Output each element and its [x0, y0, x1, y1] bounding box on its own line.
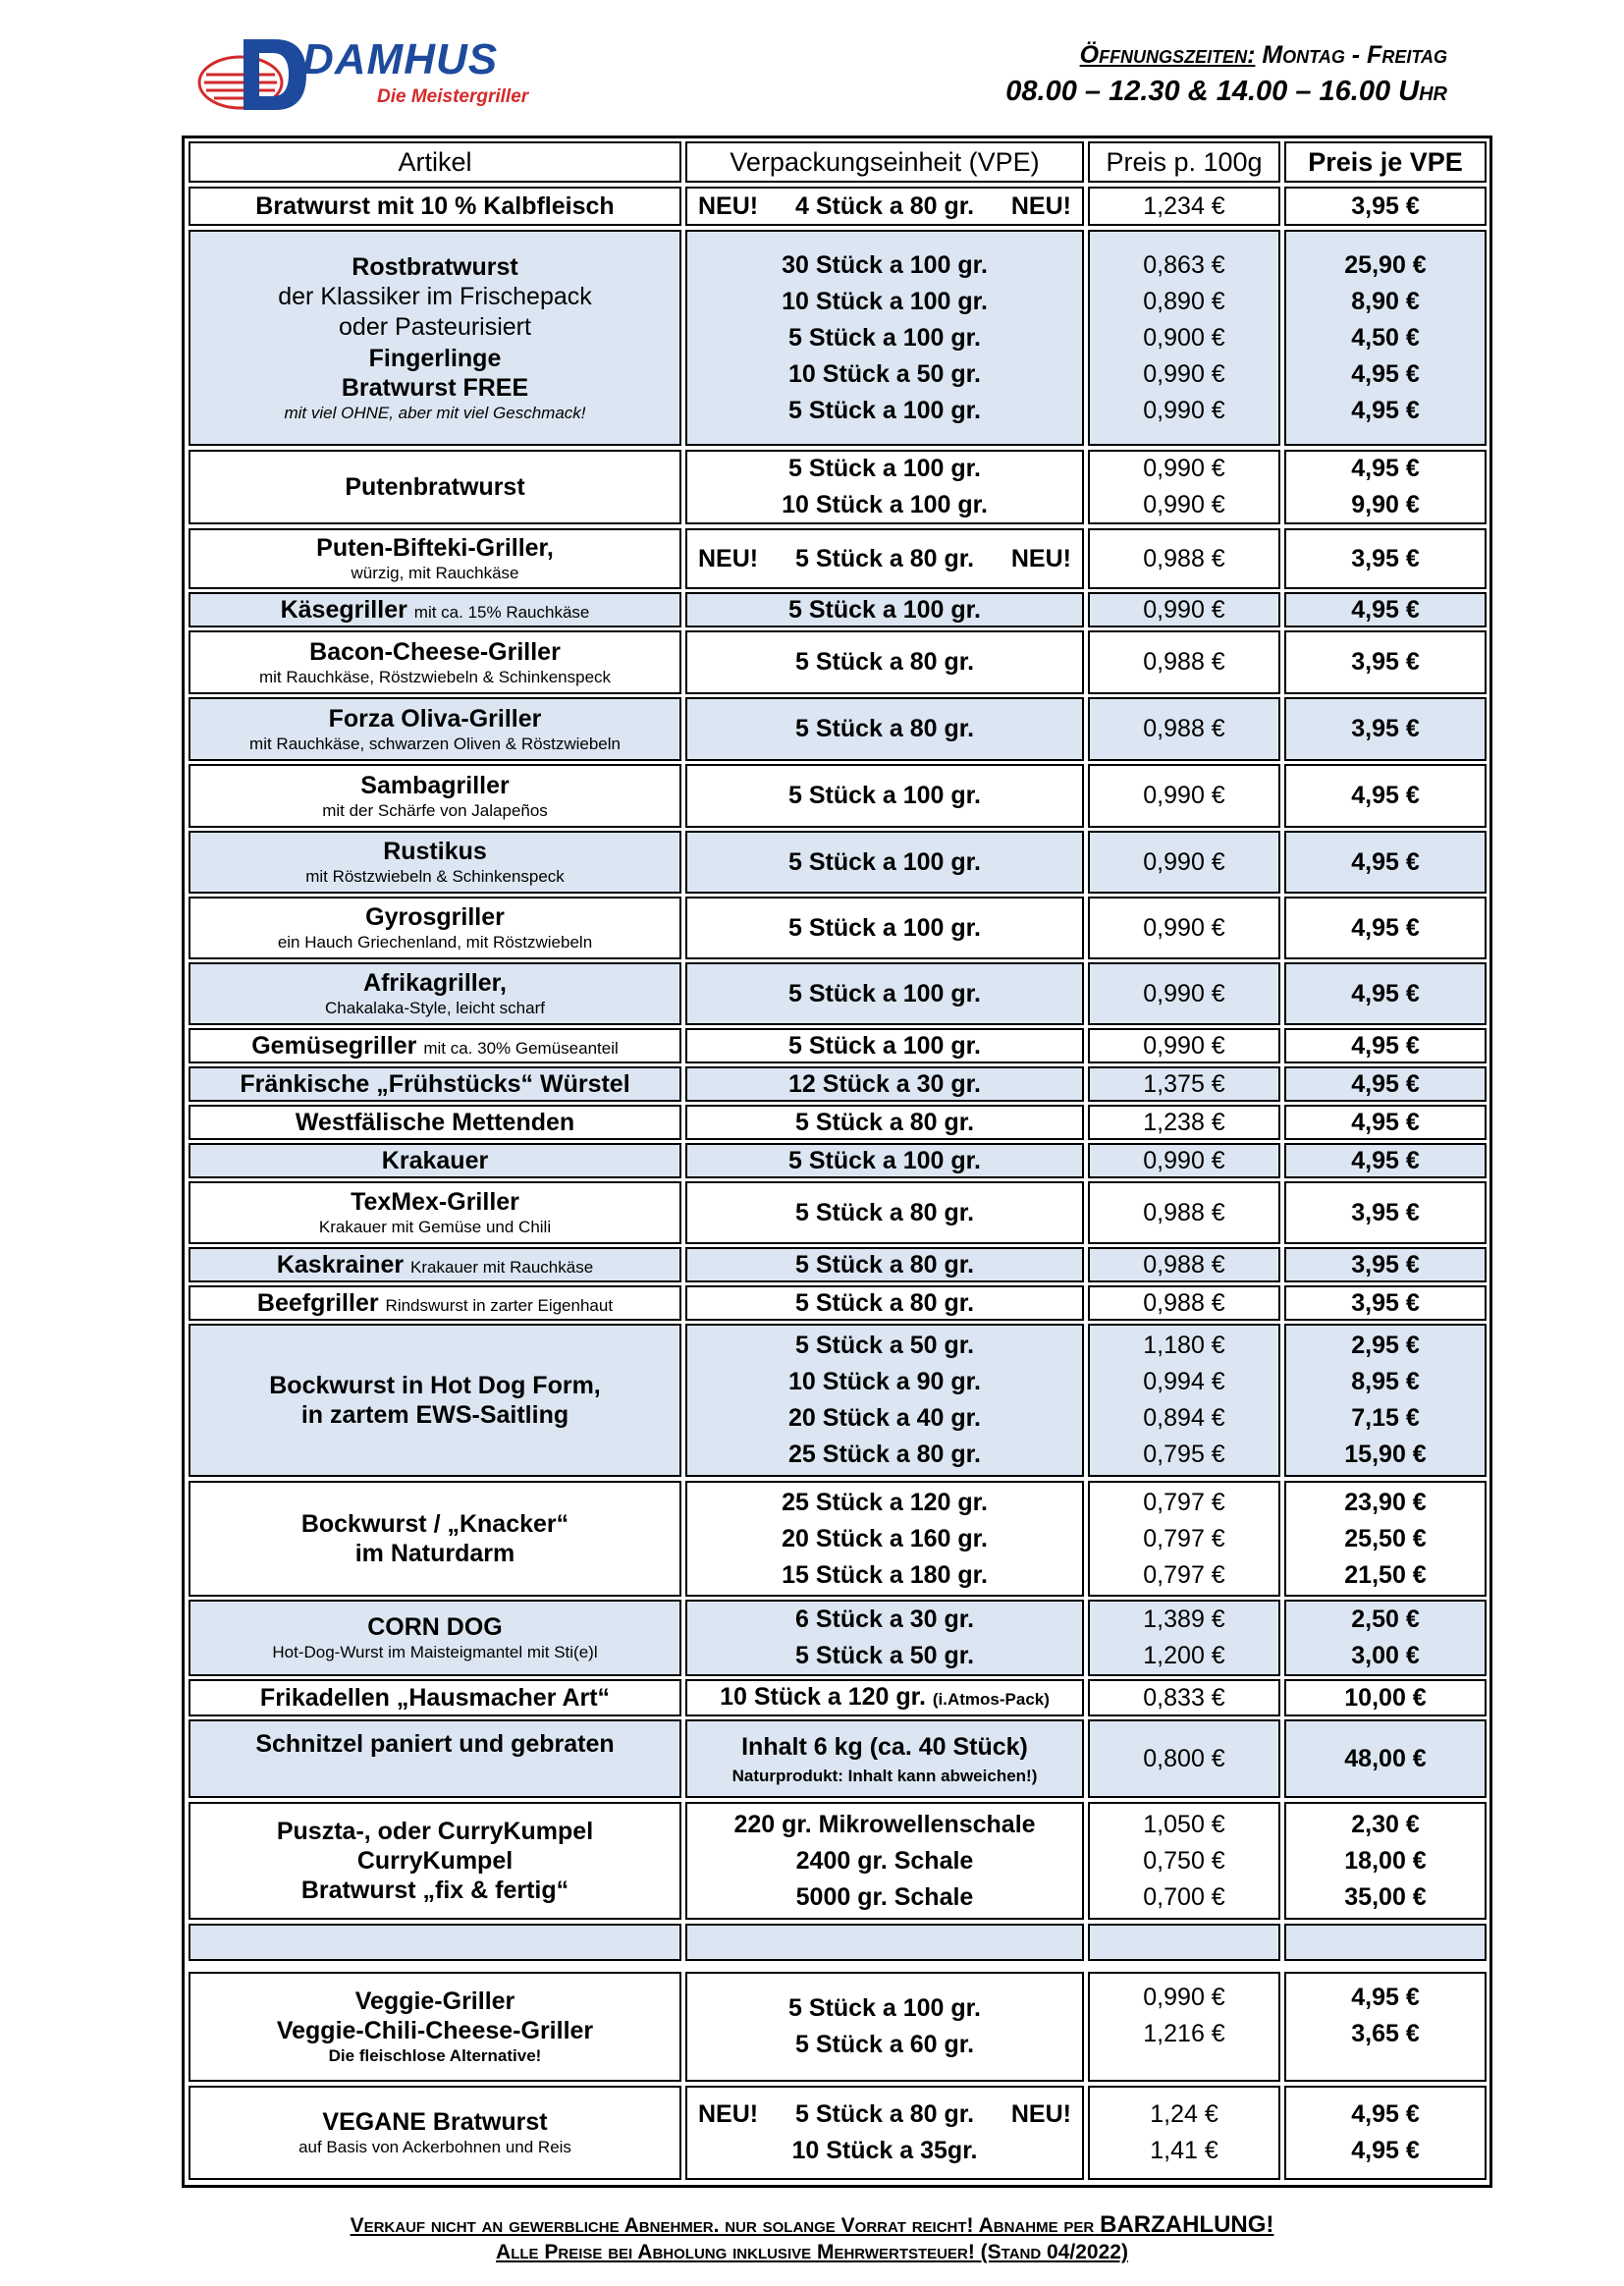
price-per-vpe: 3,65 € — [1351, 2020, 1420, 2047]
opening-hours — [1005, 41, 1447, 108]
product-name: TexMex-Griller — [351, 1188, 519, 1217]
product-name: Forza Oliva-Griller — [328, 704, 542, 733]
price-per-100g: 1,180 € — [1143, 1332, 1225, 1359]
price-per-100g: 0,990 € — [1143, 1984, 1225, 2011]
vpe-note: Naturprodukt: Inhalt kann abweichen!) — [731, 1767, 1038, 1786]
price-per-vpe: 4,95 € — [1351, 979, 1420, 1007]
price-per-vpe: 3,95 € — [1351, 191, 1420, 220]
price-per-vpe: 2,30 € — [1351, 1810, 1420, 1838]
neu-badge: NEU! — [1010, 2100, 1071, 2128]
product-name: Frikadellen „Hausmacher Art“ — [259, 1684, 611, 1712]
price-per-100g: 0,988 € — [1143, 1250, 1225, 1279]
price-per-vpe: 48,00 € — [1344, 1744, 1427, 1772]
product-name: VEGANE Bratwurst — [322, 2108, 548, 2137]
product-sub: Chakalaka-Style, leicht scharf — [325, 999, 545, 1018]
price-per-100g: 1,238 € — [1143, 1108, 1225, 1136]
neu-badge: NEU! — [698, 2100, 759, 2128]
product-name: Bratwurst „fix & fertig“ — [300, 1877, 569, 1904]
product-sub: Krakauer mit Rauchkäse — [410, 1258, 594, 1277]
product-sub: Krakauer mit Gemüse und Chili — [318, 1218, 552, 1237]
price-per-100g: 0,988 € — [1143, 1288, 1225, 1317]
product-name: Afrikagriller, — [363, 969, 507, 998]
vpe-line: 10 Stück a 35gr. — [791, 2137, 978, 2164]
hours-days: Montag - Freitag — [1262, 41, 1447, 69]
table-row — [189, 1143, 1487, 1178]
table-row — [189, 1285, 1487, 1321]
price-per-vpe: 4,95 € — [1351, 782, 1420, 809]
vpe-line: NEU! 5 Stück a 80 gr. NEU! — [698, 2096, 1071, 2133]
price-per-100g: 0,990 € — [1143, 491, 1225, 518]
damhus-logo — [196, 35, 560, 124]
table-row — [189, 592, 1487, 627]
product-name: Kaskrainer — [276, 1251, 405, 1279]
vpe-line: 30 Stück a 100 gr. — [782, 250, 988, 279]
price-per-100g: 0,797 € — [1143, 1488, 1225, 1516]
price-per-100g: 1,41 € — [1150, 2137, 1218, 2164]
hours-label: Öffnungszeiten: — [1079, 41, 1256, 69]
price-per-vpe: 4,95 € — [1351, 396, 1420, 424]
vpe-line: 10 Stück a 100 gr. — [782, 491, 988, 518]
vpe-line: 20 Stück a 40 gr. — [788, 1404, 981, 1432]
price-per-100g: 0,990 € — [1143, 913, 1225, 942]
price-per-vpe: 7,15 € — [1351, 1404, 1420, 1432]
product-desc: der Klassiker im Frischepack — [278, 283, 592, 311]
table-row — [189, 1247, 1487, 1282]
table-row — [189, 187, 1487, 226]
column-header-price-vpe: Preis je VPE — [1284, 141, 1487, 183]
product-name: Käsegriller — [280, 596, 407, 624]
price-per-100g: 0,800 € — [1143, 1744, 1225, 1772]
vpe-line: 5 Stück a 80 gr. — [794, 1288, 975, 1317]
price-per-vpe: 4,95 € — [1351, 913, 1420, 942]
table-row — [189, 831, 1487, 894]
product-name: in zartem EWS-Saitling — [300, 1401, 569, 1429]
logo-d-icon — [196, 35, 314, 114]
vpe-line: 5 Stück a 80 gr. — [794, 715, 975, 742]
product-name: Gyrosgriller — [365, 903, 505, 932]
price-per-vpe: 18,00 € — [1344, 1846, 1427, 1875]
price-per-100g: 0,988 € — [1143, 544, 1225, 572]
price-per-100g: 0,990 € — [1143, 595, 1225, 624]
price-per-vpe: 4,95 € — [1351, 1984, 1420, 2011]
product-name: Rustikus — [383, 838, 487, 866]
price-per-100g: 0,988 € — [1143, 648, 1225, 676]
column-header-vpe: Verpackungseinheit (VPE) — [685, 141, 1084, 183]
price-per-vpe: 4,95 € — [1351, 1108, 1420, 1136]
price-per-vpe: 4,95 € — [1351, 847, 1420, 876]
brand-tagline: Die Meistergriller — [377, 86, 529, 107]
hours-times: 08.00 – 12.30 & 14.00 – 16.00 Uhr — [1005, 76, 1447, 107]
footer-line-1: Verkauf nicht an gewerbliche Abnehmer. nur solange Vorrat reicht! Abnahme per — [350, 2214, 1095, 2237]
table-row — [189, 1028, 1487, 1063]
product-name: Rostbratwurst — [352, 253, 518, 282]
product-name: CORN DOG — [367, 1613, 503, 1642]
vpe-line: 5 Stück a 80 gr. — [794, 1198, 975, 1226]
price-per-vpe: 3,95 € — [1351, 648, 1420, 676]
price-per-vpe: 4,50 € — [1351, 323, 1420, 352]
price-per-100g: 0,890 € — [1143, 287, 1225, 315]
table-row — [189, 764, 1487, 828]
vpe-line: Inhalt 6 kg (ca. 40 Stück) — [741, 1733, 1028, 1762]
product-sub: mit ca. 15% Rauchkäse — [413, 603, 590, 622]
product-name: Bratwurst mit 10 % Kalbfleisch — [255, 192, 615, 220]
vpe-line: 12 Stück a 30 gr. — [788, 1069, 981, 1098]
price-per-vpe: 4,95 € — [1351, 359, 1420, 388]
price-per-vpe: 35,00 € — [1344, 1882, 1427, 1911]
price-per-100g: 0,700 € — [1143, 1882, 1225, 1911]
price-per-vpe: 3,95 € — [1351, 544, 1420, 572]
price-per-100g: 0,990 € — [1143, 396, 1225, 424]
neu-badge: NEU! — [1010, 191, 1071, 220]
price-per-vpe: 4,95 € — [1351, 595, 1420, 624]
table-row — [189, 1679, 1487, 1716]
vpe-note: (i.Atmos-Pack) — [932, 1689, 1050, 1709]
vpe-line: 5 Stück a 100 gr. — [788, 979, 981, 1007]
price-per-100g: 0,894 € — [1143, 1404, 1225, 1432]
price-per-vpe: 4,95 € — [1351, 455, 1420, 482]
vpe-line: 5 Stück a 80 gr. — [794, 1108, 975, 1136]
price-per-100g: 0,750 € — [1143, 1846, 1225, 1875]
table-header-row — [189, 141, 1487, 183]
price-per-vpe: 9,90 € — [1351, 491, 1420, 518]
vpe-line: 15 Stück a 180 gr. — [782, 1560, 988, 1589]
vpe-line: 5 Stück a 50 gr. — [794, 1642, 975, 1669]
vpe-line: 5 Stück a 100 gr. — [788, 1994, 981, 2022]
price-per-100g: 0,900 € — [1143, 323, 1225, 352]
column-header-price-100g: Preis p. 100g — [1088, 141, 1280, 183]
product-cell — [189, 230, 681, 446]
table-row — [189, 1481, 1487, 1597]
price-per-100g: 1,050 € — [1143, 1810, 1225, 1838]
price-per-100g: 0,988 € — [1143, 715, 1225, 742]
product-name: Veggie-Griller — [354, 1987, 515, 2015]
price-per-100g: 0,990 € — [1143, 979, 1225, 1007]
product-name: Westfälische Mettenden — [295, 1109, 575, 1136]
price-per-vpe: 21,50 € — [1344, 1560, 1427, 1589]
table-row — [189, 630, 1487, 694]
vpe-line: 5 Stück a 100 gr. — [788, 396, 981, 424]
brand-name: DAMHUS — [302, 35, 499, 83]
product-name: Bratwurst FREE — [341, 373, 529, 402]
table-row — [189, 1972, 1487, 2082]
price-per-100g: 0,797 € — [1143, 1524, 1225, 1552]
vpe-line: 10 Stück a 50 gr. — [788, 359, 981, 388]
neu-badge: NEU! — [698, 191, 759, 220]
vpe-line: 220 gr. Mikrowellenschale — [733, 1810, 1036, 1838]
product-sub: mit Rauchkäse, schwarzen Oliven & Röstzwiebeln — [249, 734, 621, 753]
product-sub: würzig, mit Rauchkäse — [351, 564, 519, 583]
footer-vat-notice: Alle Preise bei Abholung inklusive Mehrwertsteuer! (Stand 04/2022) — [496, 2241, 1128, 2263]
price-per-100g: 0,990 € — [1143, 455, 1225, 482]
vpe-line: 25 Stück a 80 gr. — [788, 1441, 981, 1468]
price-per-100g: 0,795 € — [1143, 1441, 1225, 1468]
neu-badge: NEU! — [698, 544, 759, 572]
price-per-100g: 0,833 € — [1143, 1683, 1225, 1712]
vpe-line: 5000 gr. Schale — [795, 1882, 974, 1911]
product-sub: mit Rauchkäse, Röstzwiebeln & Schinkenspeck — [258, 667, 612, 686]
price-per-100g: 1,375 € — [1143, 1069, 1225, 1098]
table-row — [189, 1600, 1487, 1676]
product-name: Puszta-, oder CurryKumpel — [276, 1818, 594, 1845]
price-per-vpe: 10,00 € — [1344, 1683, 1427, 1712]
product-sub: mit Röstzwiebeln & Schinkenspeck — [305, 867, 565, 887]
vpe-line: NEU! 5 Stück a 80 gr. NEU! — [698, 541, 1071, 577]
product-name: Bockwurst / „Knacker“ — [300, 1510, 569, 1538]
table-row — [189, 1105, 1487, 1140]
price-per-vpe: 8,95 € — [1351, 1368, 1420, 1395]
product-name: Krakauer — [381, 1147, 489, 1174]
vpe-line: 5 Stück a 60 gr. — [794, 2031, 975, 2058]
vpe-line: 2400 gr. Schale — [795, 1846, 974, 1875]
table-row-empty — [189, 1924, 1487, 1961]
vpe-line: 10 Stück a 120 gr. — [720, 1682, 926, 1711]
price-per-vpe: 4,95 € — [1351, 1146, 1420, 1174]
vpe-line: 5 Stück a 100 gr. — [788, 847, 981, 876]
price-per-vpe: 4,95 € — [1351, 1069, 1420, 1098]
price-per-vpe: 23,90 € — [1344, 1488, 1427, 1516]
product-name: Beefgriller — [256, 1289, 379, 1317]
product-sub: ein Hauch Griechenland, mit Röstzwiebeln — [277, 933, 593, 952]
vpe-line: 5 Stück a 80 gr. — [794, 648, 975, 676]
product-name: im Naturdarm — [354, 1540, 515, 1567]
product-sub: auf Basis von Ackerbohnen und Reis — [298, 2138, 571, 2157]
vpe-line: 5 Stück a 100 gr. — [788, 913, 981, 942]
product-name: Gemüsegriller — [251, 1032, 417, 1060]
price-per-vpe: 2,50 € — [1351, 1606, 1420, 1633]
column-header-artikel: Artikel — [189, 141, 681, 183]
price-per-100g: 1,234 € — [1143, 191, 1225, 220]
price-per-vpe: 15,90 € — [1344, 1441, 1427, 1468]
product-name: Fingerlinge — [368, 344, 502, 372]
table-row — [189, 1181, 1487, 1244]
product-sub: mit ca. 30% Gemüseanteil — [423, 1039, 619, 1058]
table-row — [189, 1802, 1487, 1920]
price-per-100g: 0,863 € — [1143, 250, 1225, 279]
footer-cash-only: BARZAHLUNG! — [1100, 2211, 1274, 2238]
table-row — [189, 697, 1487, 761]
page-header — [0, 0, 1624, 133]
product-sub: Hot-Dog-Wurst im Maisteigmantel mit Sti(e)l — [272, 1643, 598, 1662]
product-name: CurryKumpel — [356, 1847, 514, 1875]
table-row — [189, 1324, 1487, 1477]
vpe-line: 5 Stück a 100 gr. — [788, 1031, 981, 1060]
price-per-vpe: 3,95 € — [1351, 715, 1420, 742]
vpe-line: 5 Stück a 80 gr. — [794, 1250, 975, 1279]
price-per-vpe: 25,50 € — [1344, 1524, 1427, 1552]
price-per-100g: 0,994 € — [1143, 1368, 1225, 1395]
product-name: Sambagriller — [360, 771, 510, 799]
price-per-100g: 1,389 € — [1143, 1606, 1225, 1633]
table-row — [189, 897, 1487, 959]
price-per-100g: 1,24 € — [1150, 2100, 1218, 2128]
price-per-100g: 1,200 € — [1143, 1642, 1225, 1669]
product-name: Fränkische „Frühstücks“ Würstel — [240, 1070, 630, 1098]
price-per-vpe: 3,00 € — [1351, 1642, 1420, 1669]
table-row — [189, 2086, 1487, 2180]
price-per-vpe: 3,95 € — [1351, 1250, 1420, 1279]
price-per-vpe: 4,95 € — [1351, 2100, 1420, 2128]
price-per-vpe: 25,90 € — [1344, 250, 1427, 279]
vpe-line: 5 Stück a 100 gr. — [788, 455, 981, 482]
price-per-100g: 0,988 € — [1143, 1198, 1225, 1226]
price-per-100g: 0,990 € — [1143, 847, 1225, 876]
product-sub: Rindswurst in zarter Eigenhaut — [385, 1296, 614, 1315]
product-name: Bacon-Cheese-Griller — [309, 637, 561, 666]
vpe-line: 6 Stück a 30 gr. — [794, 1606, 975, 1633]
product-name: Puten-Bifteki-Griller, — [316, 534, 554, 563]
price-per-vpe: 8,90 € — [1351, 287, 1420, 315]
footer-notice — [0, 2211, 1624, 2239]
vpe-line: 20 Stück a 160 gr. — [782, 1524, 988, 1552]
price-per-vpe: 3,95 € — [1351, 1288, 1420, 1317]
price-per-vpe: 2,95 € — [1351, 1332, 1420, 1359]
table-row — [189, 528, 1487, 589]
vpe-line: 5 Stück a 100 gr. — [788, 595, 981, 624]
vpe-line: 5 Stück a 100 gr. — [788, 1146, 981, 1174]
price-per-vpe: 4,95 € — [1351, 2137, 1420, 2164]
product-note: Die fleischlose Alternative! — [328, 2045, 542, 2065]
neu-badge: NEU! — [1010, 544, 1071, 572]
price-per-100g: 1,216 € — [1143, 2020, 1225, 2047]
product-desc: oder Pasteurisiert — [339, 313, 531, 342]
table-row — [189, 1066, 1487, 1102]
product-name: Schnitzel paniert und gebraten — [255, 1730, 615, 1758]
table-row — [189, 450, 1487, 524]
product-name: Veggie-Chili-Cheese-Griller — [276, 2016, 594, 2044]
table-row — [189, 962, 1487, 1025]
product-note: mit viel OHNE, aber mit viel Geschmack! — [284, 403, 586, 422]
table-row — [189, 1719, 1487, 1798]
price-per-vpe: 4,95 € — [1351, 1031, 1420, 1060]
product-name: Putenbratwurst — [345, 473, 525, 501]
vpe-line: 5 Stück a 50 gr. — [794, 1332, 975, 1359]
vpe-line: 10 Stück a 100 gr. — [782, 287, 988, 315]
vpe-line: 5 Stück a 100 gr. — [788, 782, 981, 809]
price-per-vpe: 3,95 € — [1351, 1198, 1420, 1226]
price-per-100g: 0,990 € — [1143, 1146, 1225, 1174]
price-per-100g: 0,990 € — [1143, 359, 1225, 388]
price-per-100g: 0,990 € — [1143, 1031, 1225, 1060]
table-row — [189, 230, 1487, 446]
price-per-100g: 0,797 € — [1143, 1560, 1225, 1589]
vpe-line: NEU! 4 Stück a 80 gr. NEU! — [698, 189, 1071, 225]
vpe-line: 5 Stück a 100 gr. — [788, 323, 981, 352]
vpe-line: 10 Stück a 90 gr. — [788, 1368, 981, 1395]
product-name: Bockwurst in Hot Dog Form, — [269, 1372, 601, 1399]
vpe-line: 25 Stück a 120 gr. — [782, 1488, 988, 1516]
price-per-100g: 0,990 € — [1143, 782, 1225, 809]
product-sub: mit der Schärfe von Jalapeños — [322, 800, 548, 820]
